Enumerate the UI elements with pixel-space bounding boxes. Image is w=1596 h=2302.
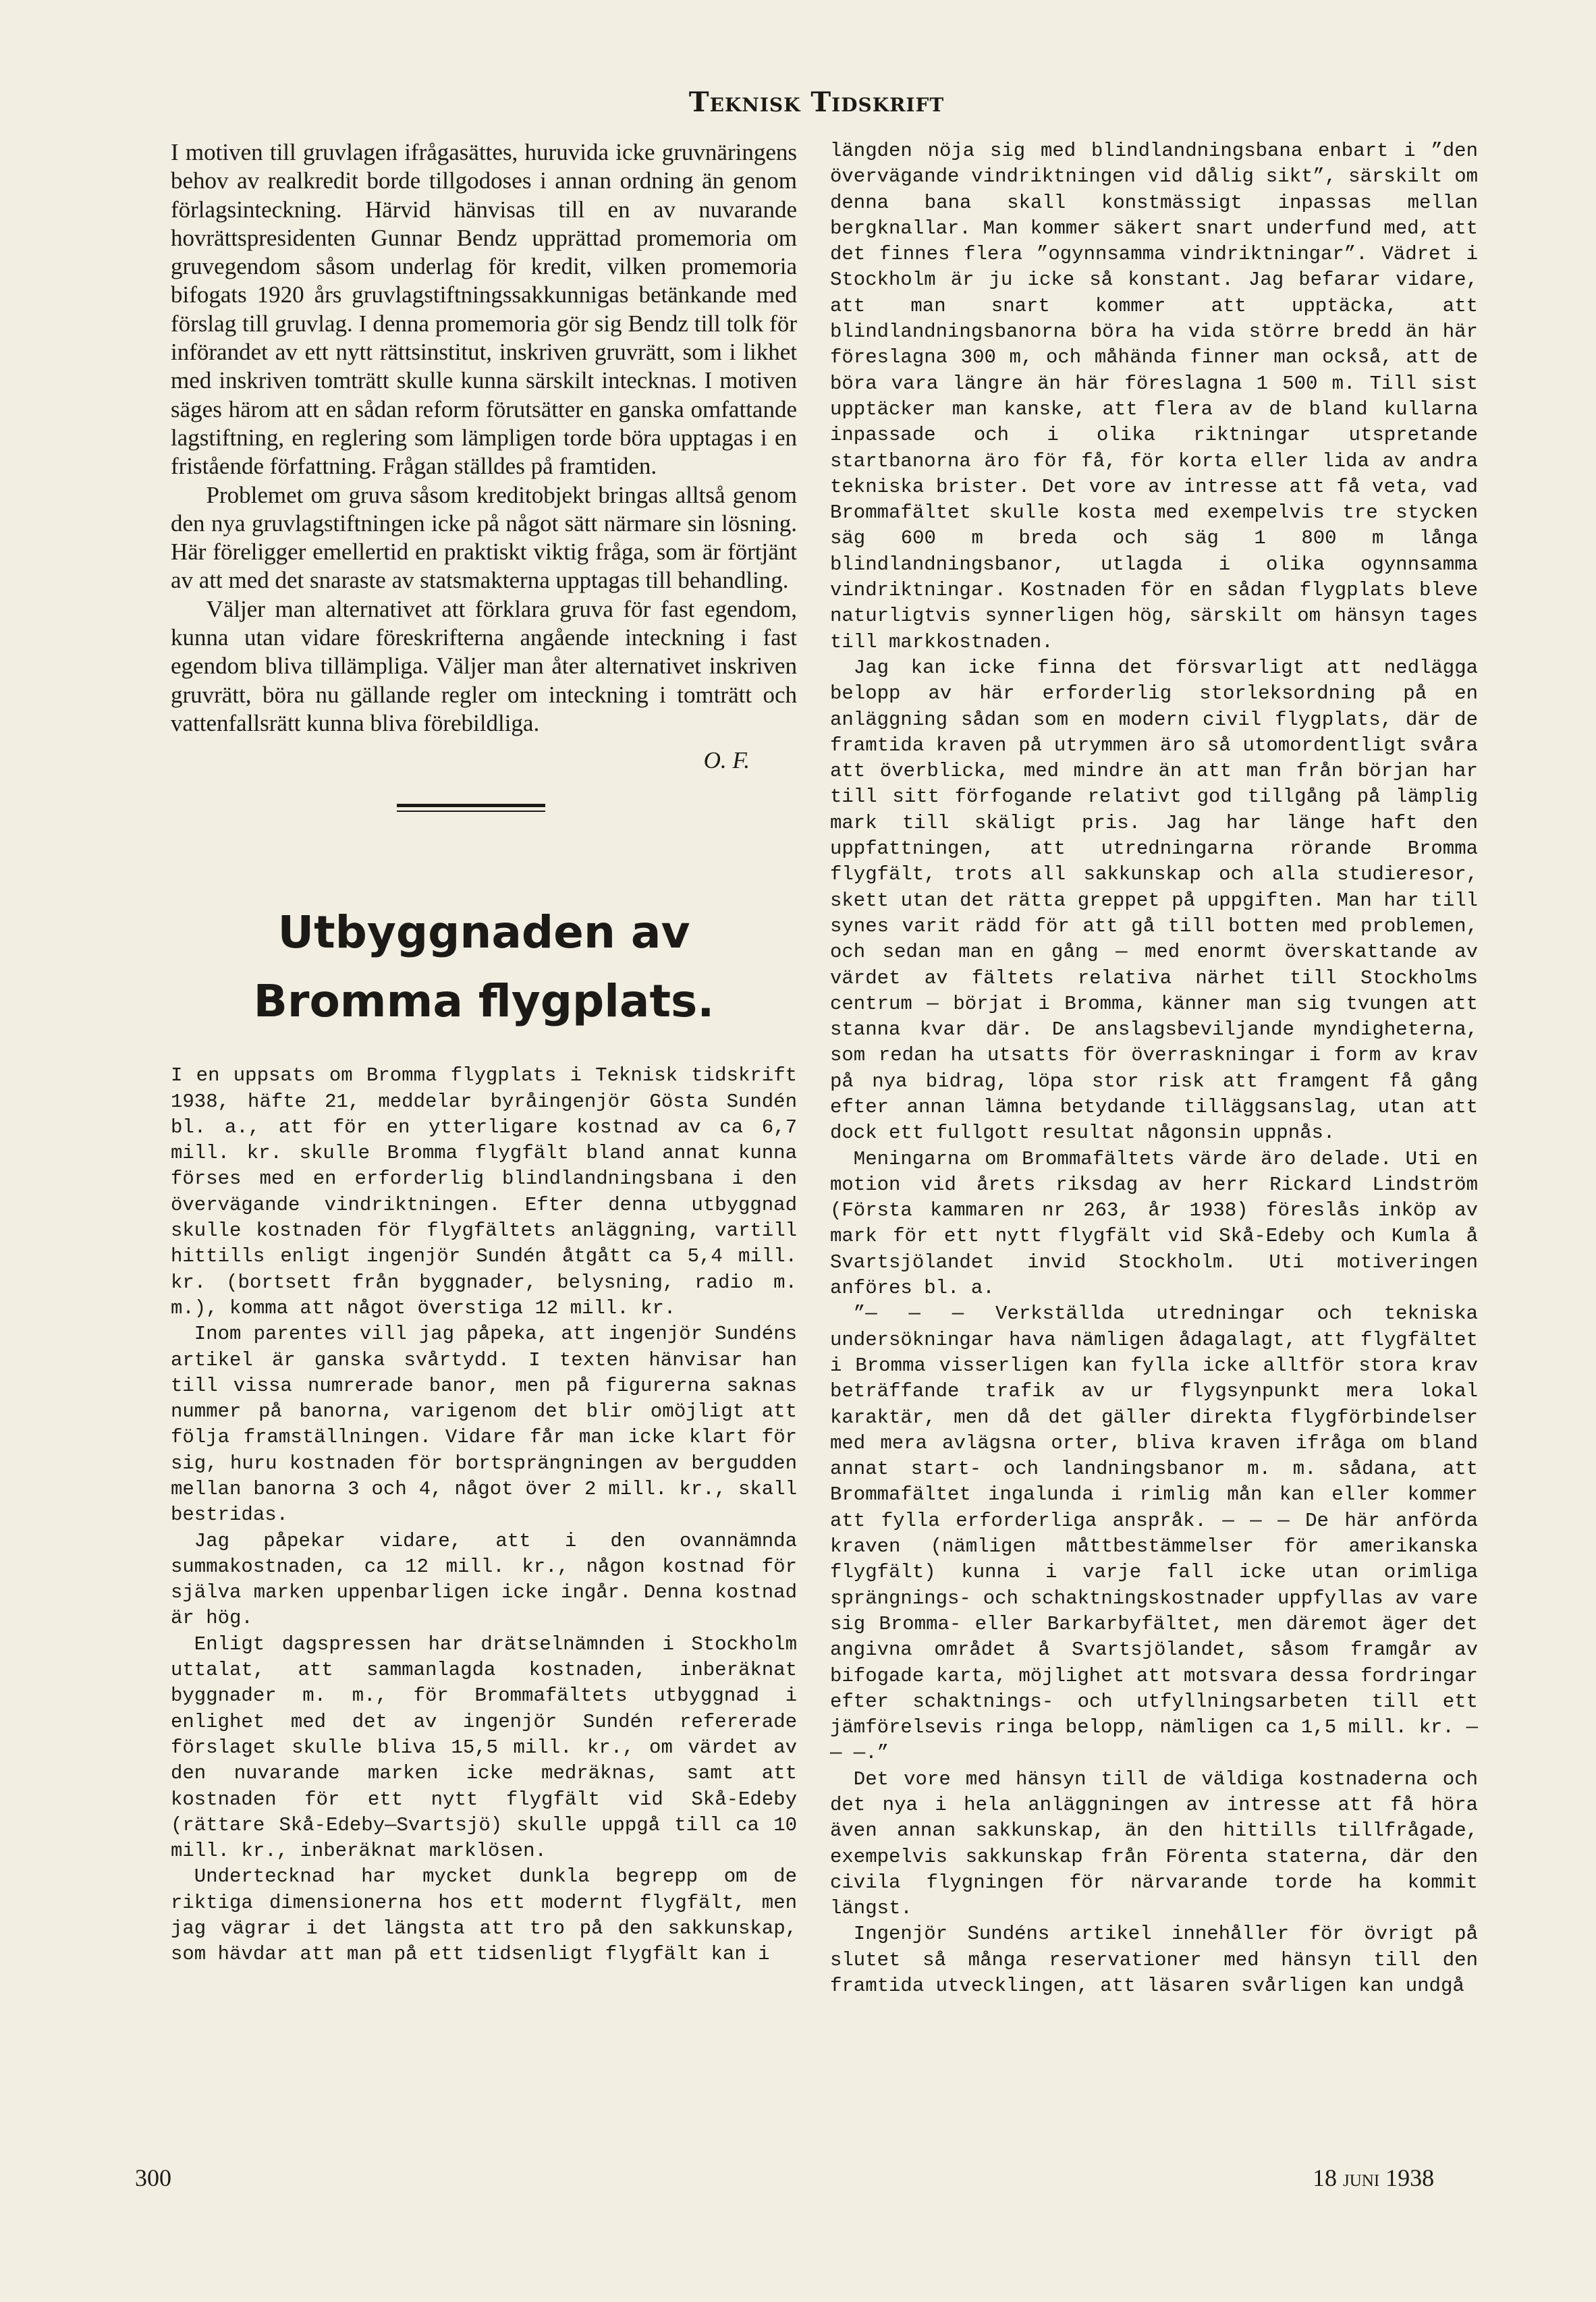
paragraph: ”— — — Verkställda utredningar och tekniska undersökningar hava nämligen ådagalagt, att flygfältet i Bromma visserligen kan fylla icke alltför stora krav beträffande trafik av ur flygsynpunkt mera lokal karaktär, men då det gäller direkta flygförbindelser med mera avlägsna orter, bliva kraven ifråga om bland annat start- och landningsbanor m. m. sådana, att Brommafältet ingalunda i rimlig mån kan eller kommer att fylla erforderliga anspråk. — — — De här anförda kraven (nämligen måttbestämmelser för amerikanska flygfält) kunna i varje fall icke utan orimliga sprängnings- och schaktningskostnader uppfyllas av vare sig Bromma- eller Barkarbyfältet, men däremot äger det angivna området å Svartsjölandet, såsom framgår av bifogade karta, möjlighet att motsvara dessa fordringar efter schaktnings- och utfyllningsarbeten till ett jämförelsevis ringa belopp, nämligen ca 1,5 mill. kr. — — —.” [830, 1303, 1478, 1765]
article-bromma-left [171, 1063, 797, 1967]
right-column [830, 138, 1478, 1999]
divider-thin-line [397, 811, 545, 812]
divider-thick-line [397, 804, 545, 807]
paragraph: Det vore med hänsyn till de väldiga kostnaderna och det nya i hela anläggningen av intresse att få höra även annan sakkunskap, än den hittills tillfrågade, exempelvis sakkunskap från Förenta staterna, där den civila flygningen för närvarande torde ha kommit längst. [830, 1767, 1478, 1920]
article-headline: Utbyggnaden av Bromma flygplats. [253, 906, 715, 1028]
paragraph: Inom parentes vill jag påpeka, att ingenjör Sundéns artikel är ganska svårtydd. I texten hänvisar han till vissa numrerade banor, men på figurerna saknas nummer på banorna, varigenom det blir omöjligt att följa framställningen. Vidare får man icke klart för sig, huru kostnaden för bortsprängningen av bergudden mellan banorna 3 och 4, något över 2 mill. kr., skall bestridas. [171, 1323, 797, 1527]
page-number: 300 [135, 2164, 171, 2191]
paragraph: Meningarna om Brommafältets värde äro delade. Uti en motion vid årets riksdag av herr Rickard Lindström (Första kammaren nr 263, år 1938) föreslås inköp av mark för ett nytt flygfält vid Skå-Edeby och Kumla å Svartsjölandet invid Stockholm. Uti motiveringen anföres bl. a. [830, 1147, 1478, 1300]
paragraph: Jag påpekar vidare, att i den ovannämnda summakostnaden, ca 12 mill. kr., någon kostnad för själva marken uppenbarligen icke ingår. Denna kostnad är hög. [171, 1529, 797, 1630]
publication-masthead: Teknisk Tidskrift [688, 86, 945, 118]
paragraph: Undertecknad har mycket dunkla begrepp om de riktiga dimensionerna hos ett modernt flygfält, men jag vägrar i det längsta att tro på den sakkunskap, som hävdar att man på ett tidsenligt flygfält kan i [171, 1865, 797, 1966]
paragraph: längden nöja sig med blindlandningsbana enbart i ”den övervägande vindriktningen vid dålig sikt”, särskilt om denna bana skall konstmässigt inpassas mellan bergknallar. Man kommer säkert snart underfund med, att det finnes flera ”ogynnsamma vindriktningar”. Vädret i Stockholm är ju icke så konstant. Jag befarar vidare, att man snart kommer att upptäcka, att blindlandningsbanorna böra ha vida större bredd än här föreslagna 300 m, och måhända finner man också, att de böra vara längre än här föreslagna 1 500 m. Till sist upptäcker man kanske, att flera av de bland kullarna inpassade och i olika riktningar utspretande startbanorna äro för få, för korta eller lida av andra tekniska brister. Det vore av intresse att få veta, vad Brommafältet skulle kosta med exempelvis tre stycken säg 600 m breda och säg 1 800 m långa blindlandningsbanor, utlagda i olika ogynnsamma vindriktningar. Kostnaden för en sådan flygplats bleve naturligtvis synnerligen hög, särskilt om hänsyn tages till markkostnaden. [830, 140, 1478, 653]
section-divider [171, 804, 797, 824]
issue-date: 18 juni 1938 [1313, 2164, 1435, 2191]
left-column [171, 138, 797, 1968]
paragraph: I motiven till gruvlagen ifrågasättes, huruvida icke gruvnäringens behov av realkredit borde tillgodoses i annan ordning än genom förlagsinteckning. Härvid hänvisas till en av nuvarande hovrättspresidenten Gunnar Bendz upprättad promemoria om gruvegendom såsom underlag för kredit, vilken promemoria bifogats 1920 års gruvlagstiftningssakkunnigas betänkande med förslag till gruvlag. I denna promemoria gör sig Bendz till tolk för införandet av ett nytt rättsinstitut, inskriven gruvrätt, som i likhet med inskriven tomträtt skulle kunna särskilt intecknas. I motiven säges härom att en sådan reform förutsätter en ganska omfattande lagstiftning, en reglering som lämpligen torde böra upptagas i en fristående författning. Frågan ställdes på framtiden. [171, 139, 797, 480]
paragraph: Enligt dagspressen har drätselnämnden i Stockholm uttalat, att sammanlagda kostnaden, inberäknat byggnader m. m., för Brommafältets utbyggnad i enlighet med det av ingenjör Sundén refererade förslaget skulle bliva 15,5 mill. kr., om värdet av den nuvarande marken icke medräknas, samt att kostnaden för ett nytt flygfält vid Skå-Edeby (rättare Skå-Edeby—Svartsjö) skulle uppgå till ca 10 mill. kr., inberäknat marklösen. [171, 1633, 797, 1863]
paragraph: Problemet om gruva såsom kreditobjekt bringas alltså genom den nya gruvlagstiftningen icke på något sätt närmare sin lösning. Här föreligger emellertid en praktiskt viktig fråga, som är förtjänt av att med det snaraste av statsmakterna upptagas till behandling. [171, 481, 797, 594]
paragraph: Ingenjör Sundéns artikel innehåller för övrigt på slutet så många reservationer med hänsyn till den framtida utvecklingen, att läsaren svårligen kan undgå [830, 1923, 1478, 1998]
article-gruvlag [171, 138, 797, 774]
author-signature: O. F. [703, 747, 750, 774]
paragraph: Jag kan icke finna det försvarligt att nedlägga belopp av här erforderlig storleksordning på en anläggning sådan som en modern civil flygplats, där de framtida kraven på utrymmen äro så utomordentligt svåra att överblicka, med mindre än att man från början har till sitt förfogande relativt god tillgång på lämplig mark till skäligt pris. Jag har länge haft den uppfattningen, att utredningarna rörande Bromma flygfält, trots all sakkunskap och alla studieresor, skett utan det rätta greppet på uppgiften. Man har till synes varit rädd för att gå till botten med problemen, och sedan man en gång — med enormt överskattande av värdet av fältets relativa närhet till Stockholms centrum — börjat i Bromma, känner man sig tvungen att stanna kvar där. De anslagsbeviljande myndigheterna, som redan ha utsatts för överraskningar i form av krav på nya bidrag, löpa stor risk att framgent få gång efter annan lämna betydande tilläggsanslag, utan att dock ett fullgott resultat någonsin uppnås. [830, 656, 1478, 1145]
paragraph: I en uppsats om Bromma flygplats i Teknisk tidskrift 1938, häfte 21, meddelar byråingenjör Gösta Sundén bl. a., att för en ytterligare kostnad av ca 6,7 mill. kr. skulle Bromma flygfält bland annat kunna förses med en erforderlig blindlandningsbana i den övervägande vindriktningen. Efter denna utbyggnad skulle kostnaden för flygfältets anläggning, vartill hittills enligt ingenjör Sundén åtgått ca 5,4 mill. kr. (bortsett från byggnader, belysning, radio m. m.), komma att något överstiga 12 mill. kr. [171, 1064, 797, 1319]
paragraph: Väljer man alternativet att förklara gruva för fast egendom, kunna utan vidare föreskrifterna angående inteckning i fast egendom bliva tillämpliga. Väljer man åter alternativet inskriven gruvrätt, böra nu gällande regler om inteckning i tomträtt och vattenfallsrätt kunna bliva förebildliga. [171, 595, 797, 736]
